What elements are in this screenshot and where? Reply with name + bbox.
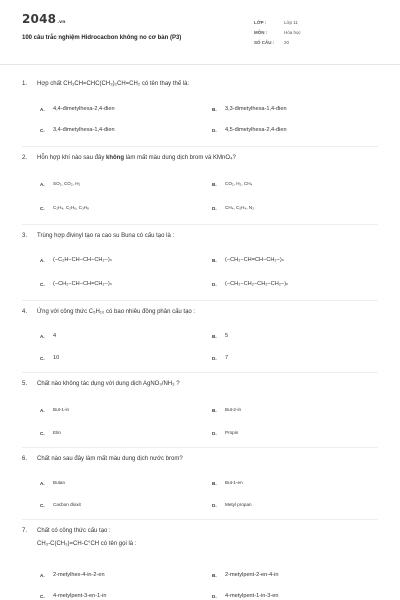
- option-letter: A.: [40, 257, 45, 263]
- option-4a[interactable]: [40, 333, 56, 339]
- question-separator: [22, 146, 378, 147]
- option-text: (−CH₂−CH=CH−CH₂−)ₙ: [225, 257, 284, 263]
- option-text: But-2-in: [225, 407, 242, 412]
- site-logo[interactable]: [22, 12, 66, 26]
- option-7b[interactable]: [212, 572, 278, 578]
- question-stem: Hợp chất CH₃CH=CHC(CH₃)₂CH=CH₂ có tên thay thế là:: [37, 81, 190, 87]
- option-text: Metyl propan: [225, 502, 252, 507]
- option-7d[interactable]: [212, 593, 278, 599]
- option-text: (−C₂H−CH−CH−CH₂−)ₙ: [53, 257, 112, 263]
- option-letter: A.: [40, 572, 45, 578]
- option-text: Butan: [53, 480, 66, 485]
- option-letter: A.: [40, 333, 45, 339]
- option-letter: D.: [212, 355, 217, 361]
- option-letter: B.: [212, 572, 217, 578]
- option-4d[interactable]: [212, 355, 228, 361]
- question-separator: [22, 519, 378, 520]
- meta-count-row: [254, 37, 301, 47]
- question-stem-line-2: CH₃-C(CH₃)=CH-C°CH có tên gọi là :: [37, 541, 137, 547]
- question-separator: [22, 447, 378, 448]
- option-5a[interactable]: [40, 407, 69, 413]
- option-3d[interactable]: [212, 281, 288, 287]
- question-separator: [22, 300, 378, 301]
- option-7c[interactable]: [40, 593, 106, 599]
- meta-key: SỐ CÂU :: [254, 39, 275, 45]
- question-stem: Ứng với công thức C₅H₁₀ có bao nhiêu đồng phân cấu tạo :: [37, 309, 196, 315]
- option-text: 4: [53, 333, 57, 339]
- option-6d[interactable]: [212, 502, 252, 508]
- question-separator: [22, 224, 378, 225]
- question-number: 4.: [22, 309, 28, 315]
- option-5b[interactable]: [212, 407, 241, 413]
- option-text: 4,4-đimetylhexa-2,4-đien: [53, 106, 115, 112]
- option-text: But-1-in: [53, 407, 70, 412]
- option-3a[interactable]: [40, 257, 112, 263]
- question-number: 7.: [22, 528, 28, 534]
- question-number: 3.: [22, 233, 28, 239]
- option-1c[interactable]: [40, 127, 115, 133]
- question-3: [22, 233, 382, 239]
- option-letter: A.: [40, 407, 45, 413]
- question-number: 5.: [22, 381, 28, 387]
- question-5: [22, 381, 382, 387]
- question-number: 1.: [22, 81, 28, 87]
- option-letter: B.: [212, 333, 217, 339]
- option-3c[interactable]: [40, 281, 112, 287]
- option-2b[interactable]: [212, 181, 252, 187]
- question-separator: [22, 372, 378, 373]
- option-letter: D.: [212, 430, 217, 436]
- option-6a[interactable]: [40, 480, 65, 486]
- option-letter: A.: [40, 181, 45, 187]
- option-letter: B.: [212, 407, 217, 413]
- meta-value: Lớp 11: [284, 19, 298, 25]
- option-letter: D.: [212, 502, 217, 508]
- option-text: CH₄, C₂H₄, N₂: [225, 205, 255, 210]
- stem-part: làm mất màu dung dịch brom và KMnO₄?: [123, 155, 236, 161]
- option-6c[interactable]: [40, 502, 81, 508]
- option-text: Propin: [225, 430, 239, 435]
- option-letter: C.: [40, 430, 45, 436]
- question-2: [22, 155, 382, 161]
- option-text: 5: [225, 333, 229, 339]
- question-stem: Chất nào sau đây làm mất màu dung dịch nước brom?: [37, 456, 183, 462]
- option-text: 4-metylpent-1-in-3-en: [225, 593, 279, 599]
- option-text: (−CH₂−CH−CH=CH₂−)ₙ: [53, 281, 112, 287]
- option-text: 2-metylhex-4-in-2-en: [53, 572, 105, 578]
- option-letter: D.: [212, 205, 217, 211]
- stem-emphasis: không: [105, 155, 124, 161]
- option-letter: A.: [40, 480, 45, 486]
- question-stem: Trùng hợp đivinyl tạo ra cao su Buna có cấu tạo là :: [37, 233, 175, 239]
- option-text: CO₂, H₂, CH₄: [225, 181, 253, 186]
- option-4c[interactable]: [40, 355, 59, 361]
- option-letter: B.: [212, 181, 217, 187]
- option-letter: C.: [40, 502, 45, 508]
- option-text: 2-metylpent-2-en-4-in: [225, 572, 279, 578]
- question-stem: [37, 155, 382, 161]
- option-text: Etin: [53, 430, 61, 435]
- stem-part: Hỗn hợp khí nào sau đây: [37, 155, 106, 161]
- option-text: Cacbon đioxit: [53, 502, 81, 507]
- meta-subject-row: [254, 27, 301, 37]
- option-letter: D.: [212, 127, 217, 133]
- option-7a[interactable]: [40, 572, 105, 578]
- option-2c[interactable]: [40, 205, 89, 211]
- option-2d[interactable]: [212, 205, 254, 211]
- option-letter: C.: [40, 355, 45, 361]
- option-letter: B.: [212, 257, 217, 263]
- meta-key: MÔN :: [254, 29, 268, 35]
- option-letter: C.: [40, 127, 45, 133]
- question-stem: Chất nào không tác dụng với dung dịch AgNO₃/NH₃ ?: [37, 381, 180, 387]
- logo-suffix: .vn: [57, 20, 66, 25]
- option-letter: C.: [40, 593, 45, 599]
- option-text: 10: [53, 355, 60, 361]
- question-1: [22, 81, 382, 87]
- option-text: 7: [225, 355, 229, 361]
- question-number: 6.: [22, 456, 28, 462]
- header-divider: [0, 64, 400, 65]
- option-letter: C.: [40, 281, 45, 287]
- option-letter: D.: [212, 593, 217, 599]
- option-text: 4-metylpent-3-en-1-in: [53, 593, 107, 599]
- option-1d[interactable]: [212, 127, 287, 133]
- option-text: 4,5-đimetylhexa-2,4-đien: [225, 127, 287, 133]
- option-2a[interactable]: [40, 181, 80, 187]
- option-3b[interactable]: [212, 257, 284, 263]
- meta-key: LỚP :: [254, 19, 267, 25]
- question-stem: Chất có công thức cấu tạo :: [37, 528, 111, 534]
- question-7: [22, 528, 382, 547]
- option-letter: B.: [212, 106, 217, 112]
- document-title: 100 câu trắc nghiệm Hidrocacbon không no cơ bản (P3): [22, 35, 182, 41]
- option-5c[interactable]: [40, 430, 61, 436]
- option-4b[interactable]: [212, 333, 228, 339]
- option-letter: D.: [212, 281, 217, 287]
- logo-text: 2048: [22, 12, 57, 26]
- option-text: 3,3-đimetylhexa-1,4-đien: [225, 106, 287, 112]
- option-letter: B.: [212, 480, 217, 486]
- option-text: SO₂, CO₂, H₂: [53, 181, 81, 186]
- option-1b[interactable]: [212, 106, 287, 112]
- option-text: 3,4-đimetylhexa-1,4-đien: [53, 127, 115, 133]
- option-1a[interactable]: [40, 106, 115, 112]
- question-4: [22, 309, 382, 315]
- meta-class-row: [254, 17, 301, 27]
- option-6b[interactable]: [212, 480, 243, 486]
- option-text: (−CH₂−CH₂−CH₂−CH₂−)ₙ: [225, 281, 289, 287]
- option-text: C₂H₄, C₂H₆, C₃H₈: [53, 205, 90, 210]
- option-letter: A.: [40, 106, 45, 112]
- question-6: [22, 456, 382, 462]
- option-letter: C.: [40, 205, 45, 211]
- document-meta: [254, 17, 301, 47]
- option-5d[interactable]: [212, 430, 238, 436]
- question-number: 2.: [22, 155, 28, 161]
- meta-value: 20: [284, 39, 290, 45]
- option-text: But-1-en: [225, 480, 243, 485]
- meta-value: Hóa học: [284, 29, 301, 35]
